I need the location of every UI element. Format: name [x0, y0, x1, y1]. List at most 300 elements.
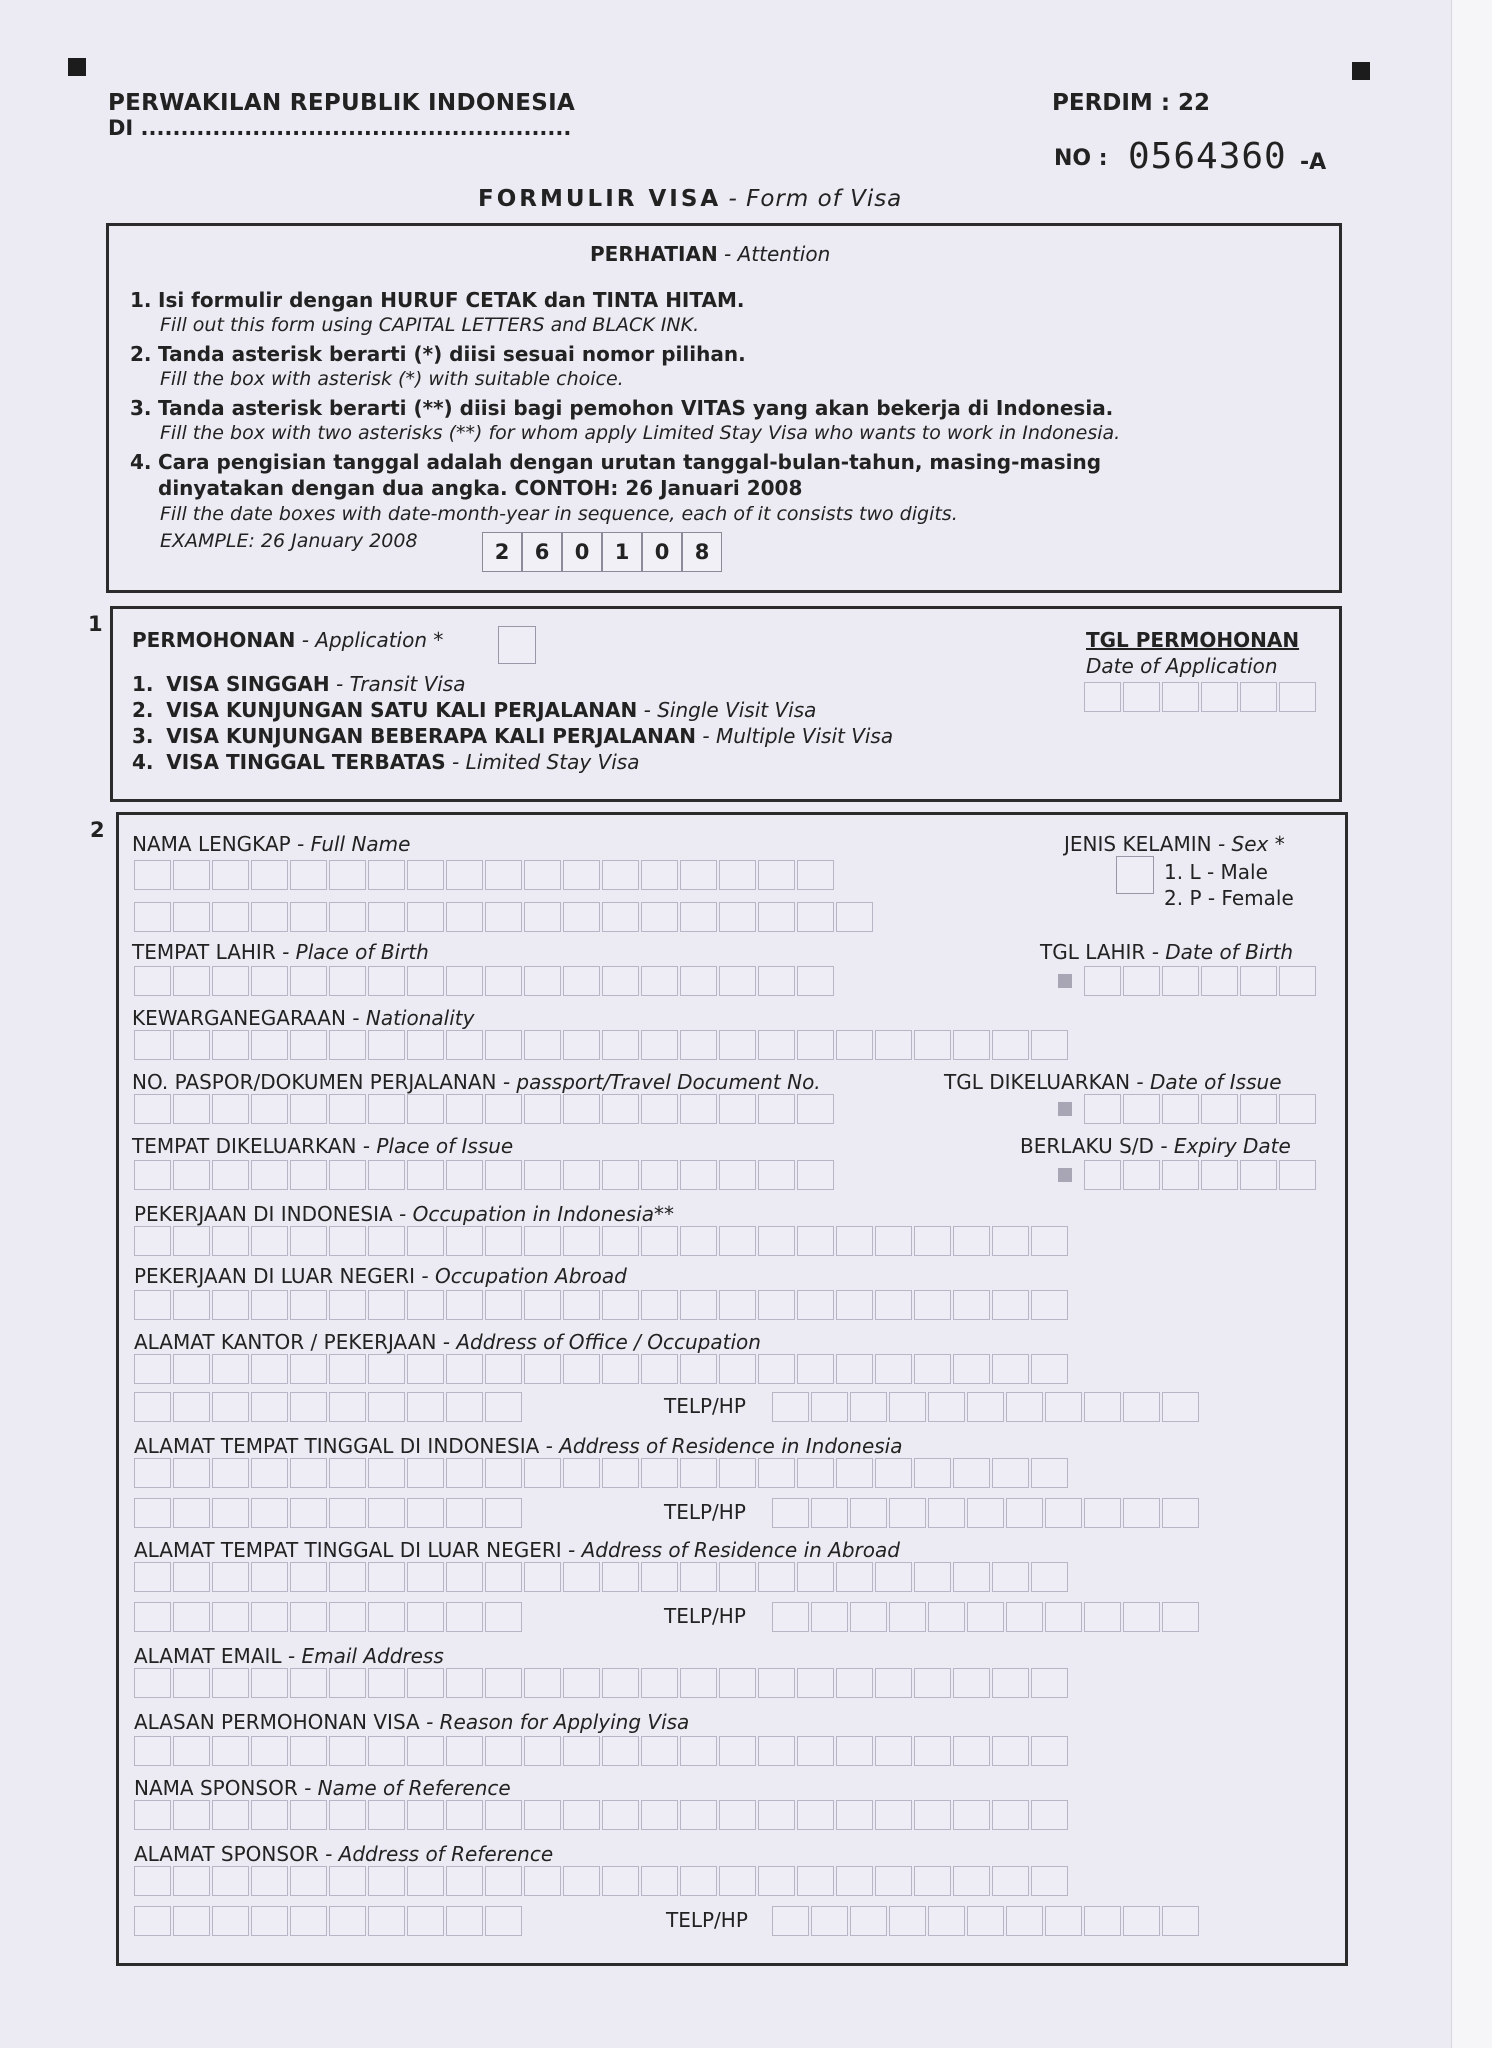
char-cell[interactable] [602, 1800, 639, 1830]
char-cell[interactable] [251, 1160, 288, 1190]
char-cell[interactable] [1084, 1392, 1121, 1422]
char-cell[interactable] [992, 1736, 1029, 1766]
char-cell[interactable] [212, 1602, 249, 1632]
char-cell[interactable] [719, 1354, 756, 1384]
char-cell[interactable] [758, 1458, 795, 1488]
char-cell[interactable] [134, 860, 171, 890]
char-cell[interactable] [485, 1354, 522, 1384]
char-cell[interactable] [134, 1498, 171, 1528]
char-cell[interactable] [811, 1906, 848, 1936]
place-of-birth-cells[interactable] [134, 966, 836, 996]
char-cell[interactable] [797, 1562, 834, 1592]
char-cell[interactable] [875, 1866, 912, 1896]
char-cell[interactable] [719, 1094, 756, 1124]
char-cell[interactable] [797, 902, 834, 932]
char-cell[interactable] [1031, 1458, 1068, 1488]
char-cell[interactable] [485, 1290, 522, 1320]
char-cell[interactable] [719, 1160, 756, 1190]
char-cell[interactable] [602, 1030, 639, 1060]
char-cell[interactable] [797, 1668, 834, 1698]
char-cell[interactable] [134, 1668, 171, 1698]
char-cell[interactable] [719, 1562, 756, 1592]
char-cell[interactable] [1031, 1226, 1068, 1256]
char-cell[interactable] [173, 1668, 210, 1698]
expiry-date-cells[interactable] [1084, 1160, 1318, 1190]
char-cell[interactable] [407, 860, 444, 890]
char-cell[interactable] [329, 1602, 366, 1632]
char-cell[interactable] [1162, 1906, 1199, 1936]
char-cell[interactable] [1162, 1602, 1199, 1632]
char-cell[interactable] [251, 1602, 288, 1632]
char-cell[interactable] [992, 1226, 1029, 1256]
char-cell[interactable] [290, 902, 327, 932]
char-cell[interactable] [641, 860, 678, 890]
char-cell[interactable] [889, 1602, 926, 1632]
char-cell[interactable] [563, 1458, 600, 1488]
char-cell[interactable] [134, 1906, 171, 1936]
char-cell[interactable] [485, 1866, 522, 1896]
char-cell[interactable] [850, 1392, 887, 1422]
char-cell[interactable] [953, 1354, 990, 1384]
char-cell[interactable] [407, 1458, 444, 1488]
char-cell[interactable] [758, 1290, 795, 1320]
char-cell[interactable] [563, 902, 600, 932]
char-cell[interactable] [524, 1290, 561, 1320]
char-cell[interactable] [251, 860, 288, 890]
char-cell[interactable] [134, 1226, 171, 1256]
char-cell[interactable] [329, 902, 366, 932]
char-cell[interactable] [641, 1736, 678, 1766]
char-cell[interactable] [290, 966, 327, 996]
char-cell[interactable] [290, 1736, 327, 1766]
char-cell[interactable] [407, 1498, 444, 1528]
char-cell[interactable] [836, 1866, 873, 1896]
char-cell[interactable] [680, 1458, 717, 1488]
char-cell[interactable] [1279, 1094, 1316, 1124]
place-of-issue-cells[interactable] [134, 1160, 836, 1190]
char-cell[interactable] [641, 1458, 678, 1488]
char-cell[interactable] [212, 1094, 249, 1124]
char-cell[interactable] [875, 1736, 912, 1766]
char-cell[interactable] [173, 902, 210, 932]
char-cell[interactable] [173, 1800, 210, 1830]
char-cell[interactable] [641, 1800, 678, 1830]
char-cell[interactable] [329, 1354, 366, 1384]
char-cell[interactable] [446, 860, 483, 890]
char-cell[interactable] [719, 1290, 756, 1320]
char-cell[interactable] [446, 966, 483, 996]
char-cell[interactable] [212, 1458, 249, 1488]
char-cell[interactable] [772, 1602, 809, 1632]
char-cell[interactable] [212, 1800, 249, 1830]
residence-abroad-cells-row1[interactable] [134, 1562, 1070, 1592]
char-cell[interactable] [680, 1668, 717, 1698]
char-cell[interactable] [1240, 966, 1277, 996]
char-cell[interactable] [368, 1392, 405, 1422]
char-cell[interactable] [329, 1392, 366, 1422]
char-cell[interactable] [290, 1906, 327, 1936]
char-cell[interactable] [407, 1094, 444, 1124]
char-cell[interactable] [251, 1226, 288, 1256]
office-phone-cells[interactable] [772, 1392, 1201, 1422]
char-cell[interactable] [1006, 1498, 1043, 1528]
char-cell[interactable] [953, 1736, 990, 1766]
char-cell[interactable] [173, 1736, 210, 1766]
char-cell[interactable] [446, 1562, 483, 1592]
char-cell[interactable] [680, 1562, 717, 1592]
char-cell[interactable] [641, 966, 678, 996]
char-cell[interactable] [134, 1866, 171, 1896]
char-cell[interactable] [875, 1226, 912, 1256]
char-cell[interactable] [1031, 1290, 1068, 1320]
char-cell[interactable] [1006, 1906, 1043, 1936]
char-cell[interactable] [1123, 1498, 1160, 1528]
char-cell[interactable] [953, 1800, 990, 1830]
char-cell[interactable] [524, 1094, 561, 1124]
char-cell[interactable] [368, 1498, 405, 1528]
residence-indonesia-phone-cells[interactable] [772, 1498, 1201, 1528]
char-cell[interactable] [1084, 1602, 1121, 1632]
char-cell[interactable] [1162, 1094, 1199, 1124]
char-cell[interactable] [446, 1602, 483, 1632]
char-cell[interactable] [407, 1866, 444, 1896]
char-cell[interactable] [368, 966, 405, 996]
char-cell[interactable] [212, 1906, 249, 1936]
char-cell[interactable] [1162, 1160, 1199, 1190]
char-cell[interactable] [875, 1562, 912, 1592]
char-cell[interactable] [1084, 1094, 1121, 1124]
char-cell[interactable] [758, 1226, 795, 1256]
char-cell[interactable] [485, 860, 522, 890]
char-cell[interactable] [485, 1668, 522, 1698]
char-cell[interactable] [368, 860, 405, 890]
char-cell[interactable] [797, 1290, 834, 1320]
char-cell[interactable] [992, 1290, 1029, 1320]
char-cell[interactable] [680, 1226, 717, 1256]
char-cell[interactable] [446, 1392, 483, 1422]
passport-cells[interactable] [134, 1094, 836, 1124]
full-name-cells-row2[interactable] [134, 902, 875, 932]
char-cell[interactable] [446, 1866, 483, 1896]
char-cell[interactable] [563, 1668, 600, 1698]
char-cell[interactable] [680, 1094, 717, 1124]
residence-abroad-cells-row2a[interactable] [134, 1602, 524, 1632]
char-cell[interactable] [173, 966, 210, 996]
char-cell[interactable] [811, 1498, 848, 1528]
char-cell[interactable] [875, 1458, 912, 1488]
char-cell[interactable] [641, 1226, 678, 1256]
char-cell[interactable] [563, 1562, 600, 1592]
char-cell[interactable] [212, 966, 249, 996]
char-cell[interactable] [173, 1602, 210, 1632]
char-cell[interactable] [914, 1800, 951, 1830]
char-cell[interactable] [446, 1906, 483, 1936]
char-cell[interactable] [680, 1160, 717, 1190]
char-cell[interactable] [329, 1562, 366, 1592]
char-cell[interactable] [485, 1602, 522, 1632]
char-cell[interactable] [329, 1094, 366, 1124]
char-cell[interactable] [407, 1290, 444, 1320]
char-cell[interactable] [446, 1226, 483, 1256]
char-cell[interactable] [368, 1458, 405, 1488]
char-cell[interactable] [797, 966, 834, 996]
char-cell[interactable] [1123, 1602, 1160, 1632]
char-cell[interactable] [251, 1458, 288, 1488]
char-cell[interactable] [1279, 1160, 1316, 1190]
char-cell[interactable] [836, 1458, 873, 1488]
char-cell[interactable] [914, 1562, 951, 1592]
char-cell[interactable] [251, 1392, 288, 1422]
char-cell[interactable] [485, 1392, 522, 1422]
char-cell[interactable] [719, 1458, 756, 1488]
char-cell[interactable] [836, 1354, 873, 1384]
char-cell[interactable] [212, 1030, 249, 1060]
char-cell[interactable] [1045, 1392, 1082, 1422]
char-cell[interactable] [875, 1800, 912, 1830]
char-cell[interactable] [485, 1458, 522, 1488]
char-cell[interactable] [407, 902, 444, 932]
char-cell[interactable] [212, 1392, 249, 1422]
residence-indonesia-cells-row1[interactable] [134, 1458, 1070, 1488]
char-cell[interactable] [1031, 1354, 1068, 1384]
char-cell[interactable] [889, 1392, 926, 1422]
char-cell[interactable] [329, 1800, 366, 1830]
char-cell[interactable] [446, 1290, 483, 1320]
char-cell[interactable] [719, 860, 756, 890]
char-cell[interactable] [173, 1354, 210, 1384]
char-cell[interactable] [836, 902, 873, 932]
char-cell[interactable] [797, 1354, 834, 1384]
char-cell[interactable] [758, 1668, 795, 1698]
char-cell[interactable] [524, 902, 561, 932]
char-cell[interactable] [1084, 1906, 1121, 1936]
char-cell[interactable] [602, 1226, 639, 1256]
char-cell[interactable] [329, 1498, 366, 1528]
char-cell[interactable] [329, 1160, 366, 1190]
char-cell[interactable] [602, 1668, 639, 1698]
char-cell[interactable] [212, 1668, 249, 1698]
char-cell[interactable] [290, 1354, 327, 1384]
email-cells[interactable] [134, 1668, 1070, 1698]
char-cell[interactable] [563, 966, 600, 996]
char-cell[interactable] [758, 1094, 795, 1124]
char-cell[interactable] [914, 1290, 951, 1320]
char-cell[interactable] [407, 1392, 444, 1422]
char-cell[interactable] [134, 1562, 171, 1592]
char-cell[interactable] [889, 1498, 926, 1528]
char-cell[interactable] [212, 1498, 249, 1528]
char-cell[interactable] [446, 1458, 483, 1488]
char-cell[interactable] [719, 1668, 756, 1698]
application-date-cells[interactable] [1084, 682, 1318, 712]
char-cell[interactable] [290, 1030, 327, 1060]
date-of-issue-cells[interactable] [1084, 1094, 1318, 1124]
char-cell[interactable] [368, 1906, 405, 1936]
char-cell[interactable] [1045, 1906, 1082, 1936]
char-cell[interactable] [797, 1030, 834, 1060]
char-cell[interactable] [290, 1094, 327, 1124]
char-cell[interactable] [173, 1866, 210, 1896]
char-cell[interactable] [290, 1866, 327, 1896]
char-cell[interactable] [251, 966, 288, 996]
char-cell[interactable] [1123, 1392, 1160, 1422]
char-cell[interactable] [290, 1458, 327, 1488]
char-cell[interactable] [485, 1094, 522, 1124]
char-cell[interactable] [602, 860, 639, 890]
char-cell[interactable] [914, 1030, 951, 1060]
char-cell[interactable] [290, 1562, 327, 1592]
char-cell[interactable] [719, 966, 756, 996]
char-cell[interactable] [524, 1800, 561, 1830]
char-cell[interactable] [134, 902, 171, 932]
char-cell[interactable] [641, 1668, 678, 1698]
char-cell[interactable] [563, 1290, 600, 1320]
sponsor-name-cells[interactable] [134, 1800, 1070, 1830]
nationality-cells[interactable] [134, 1030, 1070, 1060]
char-cell[interactable] [524, 1030, 561, 1060]
char-cell[interactable] [1123, 1160, 1160, 1190]
char-cell[interactable] [992, 1354, 1029, 1384]
char-cell[interactable] [368, 1602, 405, 1632]
char-cell[interactable] [134, 1800, 171, 1830]
char-cell[interactable] [485, 1906, 522, 1936]
char-cell[interactable] [212, 1290, 249, 1320]
char-cell[interactable] [602, 1094, 639, 1124]
char-cell[interactable] [680, 1354, 717, 1384]
char-cell[interactable] [251, 1498, 288, 1528]
char-cell[interactable] [1123, 966, 1160, 996]
char-cell[interactable] [563, 1866, 600, 1896]
char-cell[interactable] [485, 1160, 522, 1190]
char-cell[interactable] [641, 1094, 678, 1124]
char-cell[interactable] [407, 1602, 444, 1632]
char-cell[interactable] [407, 1906, 444, 1936]
char-cell[interactable] [251, 1094, 288, 1124]
char-cell[interactable] [368, 1668, 405, 1698]
char-cell[interactable] [719, 1736, 756, 1766]
char-cell[interactable] [797, 1094, 834, 1124]
char-cell[interactable] [836, 1562, 873, 1592]
char-cell[interactable] [485, 1226, 522, 1256]
char-cell[interactable] [485, 1030, 522, 1060]
char-cell[interactable] [485, 1800, 522, 1830]
char-cell[interactable] [173, 860, 210, 890]
char-cell[interactable] [797, 1160, 834, 1190]
char-cell[interactable] [173, 1498, 210, 1528]
occupation-indonesia-cells[interactable] [134, 1226, 1070, 1256]
char-cell[interactable] [446, 1094, 483, 1124]
char-cell[interactable] [134, 1290, 171, 1320]
char-cell[interactable] [446, 1668, 483, 1698]
char-cell[interactable] [1031, 1736, 1068, 1766]
char-cell[interactable] [251, 1290, 288, 1320]
char-cell[interactable] [524, 1866, 561, 1896]
char-cell[interactable] [446, 902, 483, 932]
char-cell[interactable] [641, 902, 678, 932]
char-cell[interactable] [811, 1392, 848, 1422]
char-cell[interactable] [680, 1030, 717, 1060]
char-cell[interactable] [641, 1290, 678, 1320]
char-cell[interactable] [836, 1800, 873, 1830]
reason-cells[interactable] [134, 1736, 1070, 1766]
char-cell[interactable] [251, 1906, 288, 1936]
full-name-cells-row1[interactable] [134, 860, 836, 890]
char-cell[interactable] [563, 1030, 600, 1060]
char-cell[interactable] [563, 1736, 600, 1766]
char-cell[interactable] [797, 1800, 834, 1830]
residence-abroad-phone-cells[interactable] [772, 1602, 1201, 1632]
char-cell[interactable] [1201, 1160, 1238, 1190]
char-cell[interactable] [602, 1354, 639, 1384]
occupation-abroad-cells[interactable] [134, 1290, 1070, 1320]
char-cell[interactable] [173, 1030, 210, 1060]
char-cell[interactable] [290, 1290, 327, 1320]
char-cell[interactable] [446, 1736, 483, 1766]
char-cell[interactable] [368, 1866, 405, 1896]
char-cell[interactable] [524, 1226, 561, 1256]
char-cell[interactable] [1123, 1906, 1160, 1936]
char-cell[interactable] [1162, 1498, 1199, 1528]
char-cell[interactable] [1162, 1392, 1199, 1422]
char-cell[interactable] [992, 1458, 1029, 1488]
char-cell[interactable] [407, 966, 444, 996]
char-cell[interactable] [914, 1226, 951, 1256]
char-cell[interactable] [134, 1392, 171, 1422]
char-cell[interactable] [680, 902, 717, 932]
char-cell[interactable] [173, 1562, 210, 1592]
char-cell[interactable] [329, 1736, 366, 1766]
char-cell[interactable] [251, 1866, 288, 1896]
sponsor-address-cells-row2a[interactable] [134, 1906, 524, 1936]
char-cell[interactable] [772, 1498, 809, 1528]
char-cell[interactable] [524, 1736, 561, 1766]
char-cell[interactable] [407, 1800, 444, 1830]
char-cell[interactable] [212, 902, 249, 932]
char-cell[interactable] [914, 1354, 951, 1384]
char-cell[interactable] [407, 1562, 444, 1592]
char-cell[interactable] [928, 1392, 965, 1422]
char-cell[interactable] [850, 1906, 887, 1936]
date-of-birth-cells[interactable] [1084, 966, 1318, 996]
char-cell[interactable] [992, 1866, 1029, 1896]
char-cell[interactable] [485, 1562, 522, 1592]
char-cell[interactable] [212, 1736, 249, 1766]
char-cell[interactable] [134, 1354, 171, 1384]
char-cell[interactable] [173, 1906, 210, 1936]
char-cell[interactable] [290, 1800, 327, 1830]
char-cell[interactable] [134, 1736, 171, 1766]
char-cell[interactable] [563, 1094, 600, 1124]
char-cell[interactable] [953, 1226, 990, 1256]
char-cell[interactable] [251, 1736, 288, 1766]
char-cell[interactable] [836, 1668, 873, 1698]
char-cell[interactable] [563, 1226, 600, 1256]
char-cell[interactable] [953, 1290, 990, 1320]
char-cell[interactable] [524, 966, 561, 996]
char-cell[interactable] [134, 1030, 171, 1060]
char-cell[interactable] [524, 1562, 561, 1592]
char-cell[interactable] [368, 1290, 405, 1320]
char-cell[interactable] [914, 1458, 951, 1488]
char-cell[interactable] [368, 1736, 405, 1766]
char-cell[interactable] [1240, 1160, 1277, 1190]
char-cell[interactable] [329, 1290, 366, 1320]
char-cell[interactable] [329, 1906, 366, 1936]
char-cell[interactable] [446, 1160, 483, 1190]
char-cell[interactable] [928, 1906, 965, 1936]
char-cell[interactable] [290, 1160, 327, 1190]
char-cell[interactable] [251, 1030, 288, 1060]
